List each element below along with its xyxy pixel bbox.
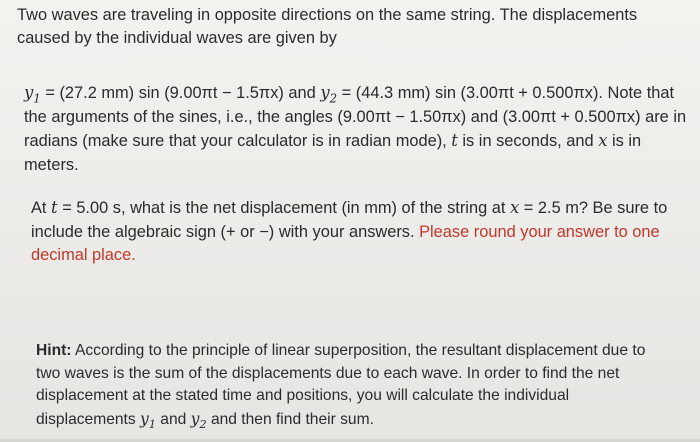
hint-line-3: displacement at the stated time and positions, you will calculate the individual <box>36 387 570 404</box>
problem-line-2: the arguments of the sines, i.e., the angles (9.00πt − 1.50πx) and (3.00πt + 0.500πx) are in <box>24 107 687 126</box>
hint-line-4b: and then find their sum. <box>206 410 374 428</box>
hint-line-2: two waves is the sum of the displacements due to each wave. In order to find the net <box>36 364 620 382</box>
intro-paragraph <box>17 4 687 50</box>
and-text: and <box>283 84 321 102</box>
question-paragraph <box>31 196 681 268</box>
t-symbol: t <box>51 198 58 217</box>
hint-line-4a: displacements <box>36 410 141 428</box>
intro-line-2: caused by the individual waves are given by <box>17 29 337 47</box>
question-part-b: = 5.00 s, what is the net displacement (in mm) of the string at <box>57 199 510 217</box>
hint-y2-symbol: $y_2$ <box>190 409 207 431</box>
y2-symbol: $y_2$ <box>320 83 338 106</box>
rounding-instruction: Please round your answer to one <box>419 222 660 241</box>
problem-line-4: meters. <box>24 155 79 174</box>
y1-symbol: $y_1$ <box>24 83 41 106</box>
rounding-instruction-cont: decimal place. <box>31 246 136 264</box>
hint-and-text: and <box>155 410 191 428</box>
t-symbol: t <box>451 131 458 150</box>
question-part-c: = 2.5 m? Be sure to <box>519 199 668 217</box>
problem-line-3c: is in <box>607 132 642 150</box>
wave-equations-paragraph <box>24 81 689 177</box>
x-symbol: x <box>598 131 608 150</box>
hint-y1-symbol: $y_1$ <box>140 409 156 431</box>
question-line-2: include the algebraic sign (+ or −) with your answers. <box>31 222 420 241</box>
hint-label: Hint: <box>36 342 72 359</box>
hint-paragraph <box>36 340 686 431</box>
hint-line-1: According to the principle of linear superposition, the resultant displacement due to <box>71 342 646 359</box>
x-symbol: x <box>509 198 520 217</box>
question-part-a: At <box>31 199 52 217</box>
y2-expression: = (44.3 mm) sin (3.00πt + 0.500πx). Note that <box>337 84 675 102</box>
problem-line-3b: is in seconds, and <box>457 132 599 150</box>
intro-line-1: Two waves are traveling in opposite directions on the same string. The displacements <box>17 6 638 24</box>
y1-expression: = (27.2 mm) sin (9.00πt − 1.5πx) <box>40 84 284 102</box>
problem-line-3a: radians (make sure that your calculator is in radian mode), <box>24 132 452 150</box>
